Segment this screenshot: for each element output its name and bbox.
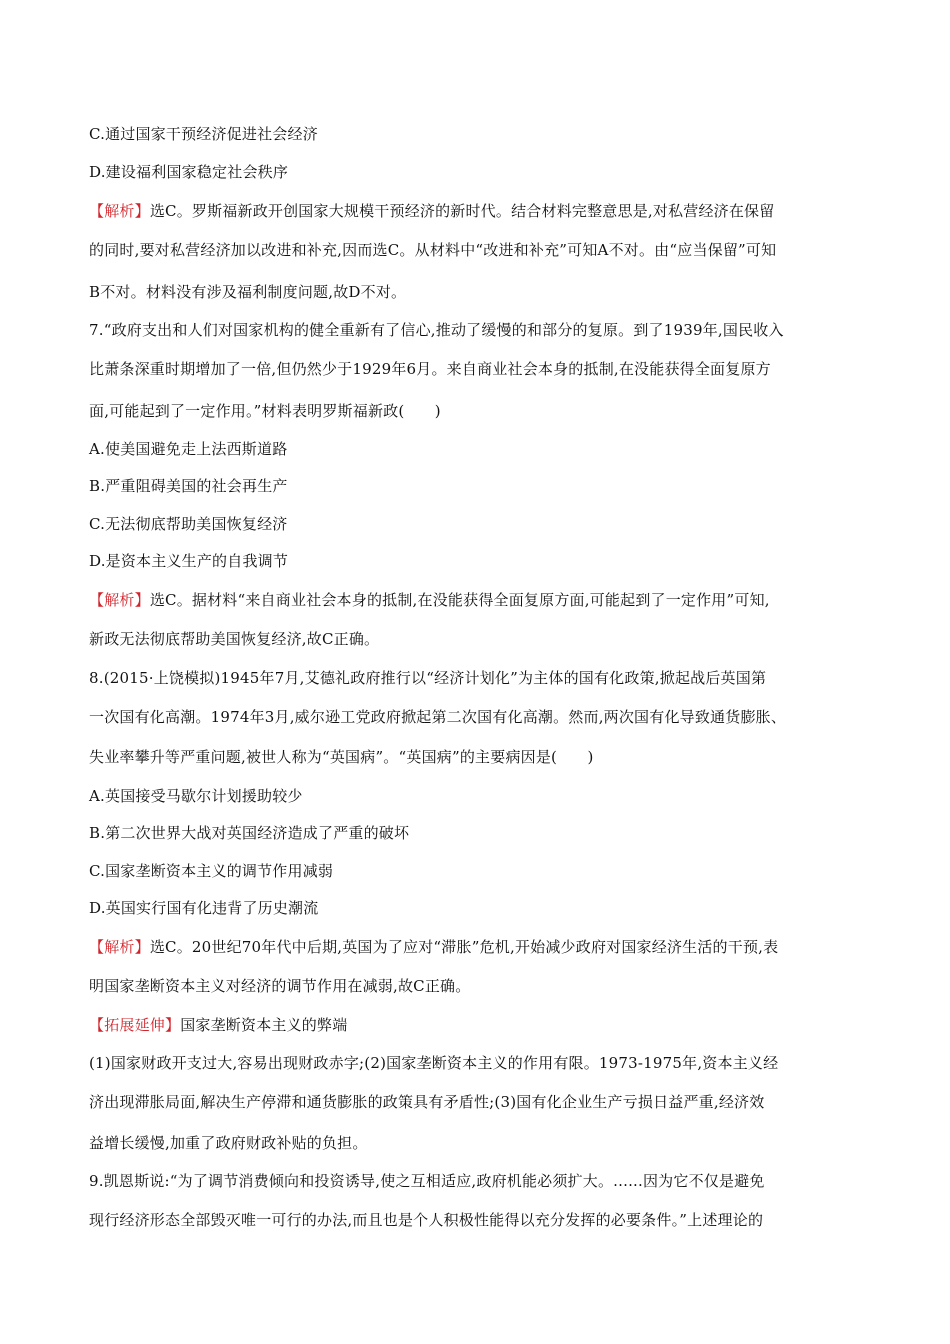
q7-option-a: A.使美国避免走上法西斯道路	[89, 440, 288, 458]
q9-stem-line-1: 9.凯恩斯说:“为了调节消费倾向和投资诱导,使之互相适应,政府机能必须扩大。......因为它不仅是避免	[89, 1172, 765, 1190]
q7-analysis-line-2: 新政无法彻底帮助美国恢复经济,故C正确。	[89, 630, 380, 648]
q7-stem-line-3: 面,可能起到了一定作用。”材料表明罗斯福新政( )	[89, 402, 441, 420]
q8-extension-line-2: 济出现滞胀局面,解决生产停滞和通货膨胀的政策具有矛盾性;(3)国有化企业生产亏损日益严重,经济效	[89, 1093, 765, 1111]
q8-option-d: D.英国实行国有化违背了历史潮流	[89, 899, 319, 917]
q8-analysis-line-1: 【解析】选C。20世纪70年代中后期,英国为了应对“滞胀”危机,开始减少政府对国家经济生活的干预,表	[89, 938, 779, 956]
q6-option-c: C.通过国家干预经济促进社会经济	[89, 125, 318, 143]
q8-extension-line-1: (1)国家财政开支过大,容易出现财政赤字;(2)国家垄断资本主义的作用有限。1973-1975年,资本主义经	[89, 1054, 779, 1072]
q8-option-a: A.英国接受马歇尔计划援助较少	[89, 787, 303, 805]
q7-option-c: C.无法彻底帮助美国恢复经济	[89, 515, 288, 533]
q7-option-b: B.严重阻碍美国的社会再生产	[89, 477, 288, 495]
q8-analysis-line-2: 明国家垄断资本主义对经济的调节作用在减弱,故C正确。	[89, 977, 471, 995]
q8-stem-line-1: 8.(2015·上饶模拟)1945年7月,艾德礼政府推行以“经济计划化”为主体的国有化政策,掀起战后英国第	[89, 669, 767, 687]
extension-tag: 【拓展延伸】	[89, 1016, 181, 1034]
analysis-tag: 【解析】	[89, 202, 150, 220]
q8-option-c: C.国家垄断资本主义的调节作用减弱	[89, 862, 334, 880]
q8-extension-line-3: 益增长缓慢,加重了政府财政补贴的负担。	[89, 1134, 368, 1152]
q7-option-d: D.是资本主义生产的自我调节	[89, 552, 289, 570]
q7-analysis-line-1: 【解析】选C。据材料“来自商业社会本身的抵制,在没能获得全面复原方面,可能起到了一定作用”可知,	[89, 591, 770, 609]
analysis-tag: 【解析】	[89, 591, 150, 609]
analysis-tag: 【解析】	[89, 938, 150, 956]
q7-stem-line-2: 比萧条深重时期增加了一倍,但仍然少于1929年6月。来自商业社会本身的抵制,在没能获得全面复原方	[89, 360, 771, 378]
q8-stem-line-2: 一次国有化高潮。1974年3月,威尔逊工党政府掀起第二次国有化高潮。然而,两次国有化导致通货膨胀、	[89, 708, 787, 726]
q8-stem-line-3: 失业率攀升等严重问题,被世人称为“英国病”。“英国病”的主要病因是( )	[89, 748, 594, 766]
q8-extension-heading: 【拓展延伸】国家垄断资本主义的弊端	[89, 1016, 348, 1034]
q7-stem-line-1: 7.“政府支出和人们对国家机构的健全重新有了信心,推动了缓慢的和部分的复原。到了1939年,国民收入	[89, 321, 784, 339]
q6-analysis-line-1: 【解析】选C。罗斯福新政开创国家大规模干预经济的新时代。结合材料完整意思是,对私营经济在保留	[89, 202, 775, 220]
q8-option-b: B.第二次世界大战对英国经济造成了严重的破坏	[89, 824, 410, 842]
q6-option-d: D.建设福利国家稳定社会秩序	[89, 163, 289, 181]
q9-stem-line-2: 现行经济形态全部毁灭唯一可行的办法,而且也是个人积极性能得以充分发挥的必要条件。”上述理论的	[89, 1211, 764, 1229]
q6-analysis-line-2: 的同时,要对私营经济加以改进和补充,因而选C。从材料中“改进和补充”可知A不对。由“应当保留”可知	[89, 241, 777, 259]
q6-analysis-line-3: B不对。材料没有涉及福利制度问题,故D不对。	[89, 283, 407, 301]
